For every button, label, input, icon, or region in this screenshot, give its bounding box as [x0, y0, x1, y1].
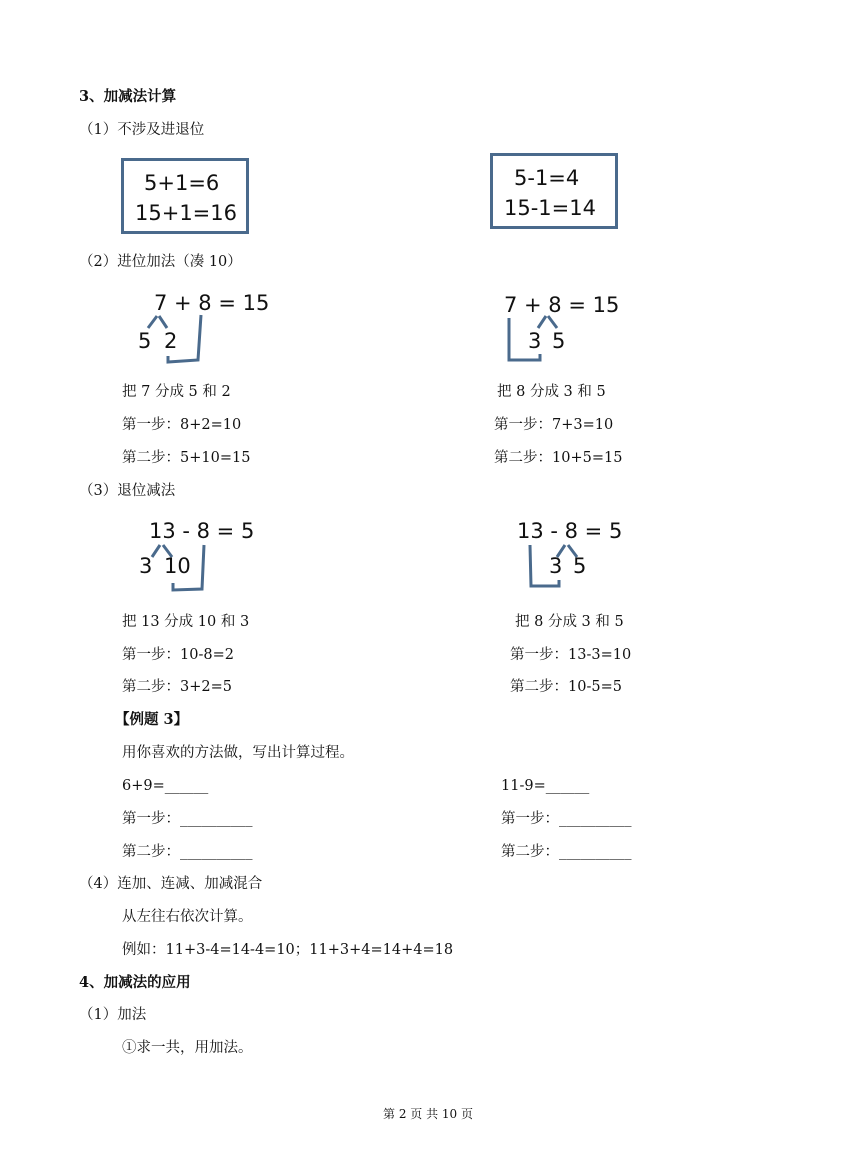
example-title: 【例题 3】 — [115, 711, 189, 728]
step-two: 第二步：3+2=5 — [122, 679, 232, 695]
split-number: 2 — [164, 329, 178, 353]
split-number: 3 — [139, 554, 153, 578]
section-4-subsection-1-title: （1）加法 — [79, 1007, 147, 1023]
split-number: 5 — [552, 329, 566, 353]
split-number: 5 — [138, 329, 152, 353]
rule-text: 从左往右依次计算。 — [122, 909, 253, 925]
example-box-subtraction — [490, 153, 618, 229]
split-lines-right — [0, 0, 1, 1]
section-3-title: 3、加减法计算 — [79, 88, 177, 105]
step-two: 第二步：5+10=15 — [122, 450, 251, 466]
list-item: ①求一共，用加法。 — [122, 1040, 253, 1056]
box-line: 5-1=4 — [514, 166, 580, 190]
split-description: 把 7 分成 5 和 2 — [122, 384, 231, 400]
equation-right: 7 + 8 = 15 — [504, 293, 620, 317]
split-description: 把 8 分成 3 和 5 — [497, 384, 606, 400]
split-number: 10 — [164, 554, 191, 578]
split-description: 把 8 分成 3 和 5 — [515, 614, 624, 630]
question-2-step-one: 第一步：__________ — [501, 811, 632, 827]
step-one: 第一步：10-8=2 — [122, 647, 234, 663]
section-4-title: 4、加减法的应用 — [79, 974, 191, 991]
example-text: 例如：11+3-4=14-4=10；11+3+4=14+4=18 — [122, 942, 454, 958]
example-box-addition — [121, 158, 249, 234]
question-2-step-two: 第二步：__________ — [501, 844, 632, 860]
split-number: 5 — [573, 554, 587, 578]
step-one: 第一步：8+2=10 — [122, 417, 242, 433]
step-one: 第一步：7+3=10 — [494, 417, 614, 433]
subsection-1-title: （1）不涉及进退位 — [79, 122, 205, 138]
split-number: 3 — [549, 554, 563, 578]
question-1-step-two: 第二步：__________ — [122, 844, 253, 860]
equation-left: 13 - 8 = 5 — [149, 519, 255, 543]
step-two: 第二步：10+5=15 — [494, 450, 623, 466]
subsection-3-title: （3）退位减法 — [79, 483, 176, 499]
step-one: 第一步：13-3=10 — [510, 647, 632, 663]
equation-left: 7 + 8 = 15 — [154, 291, 270, 315]
box-line: 15+1=16 — [135, 201, 237, 225]
subsection-4-title: （4）连加、连减、加减混合 — [79, 876, 263, 892]
split-number: 3 — [528, 329, 542, 353]
split-description: 把 13 分成 10 和 3 — [122, 614, 250, 630]
box-line: 5+1=6 — [144, 171, 220, 195]
subsection-2-title: （2）进位加法（凑 10） — [79, 254, 242, 270]
box-line: 15-1=14 — [504, 196, 596, 220]
question-2: 11-9=______ — [501, 778, 590, 794]
question-1-step-one: 第一步：__________ — [122, 811, 253, 827]
step-two: 第二步：10-5=5 — [510, 679, 622, 695]
equation-right: 13 - 8 = 5 — [517, 519, 623, 543]
page-footer: 第 2 页 共 10 页 — [383, 1107, 473, 1121]
question-1: 6+9=______ — [122, 778, 209, 794]
example-instruction: 用你喜欢的方法做，写出计算过程。 — [122, 745, 354, 761]
